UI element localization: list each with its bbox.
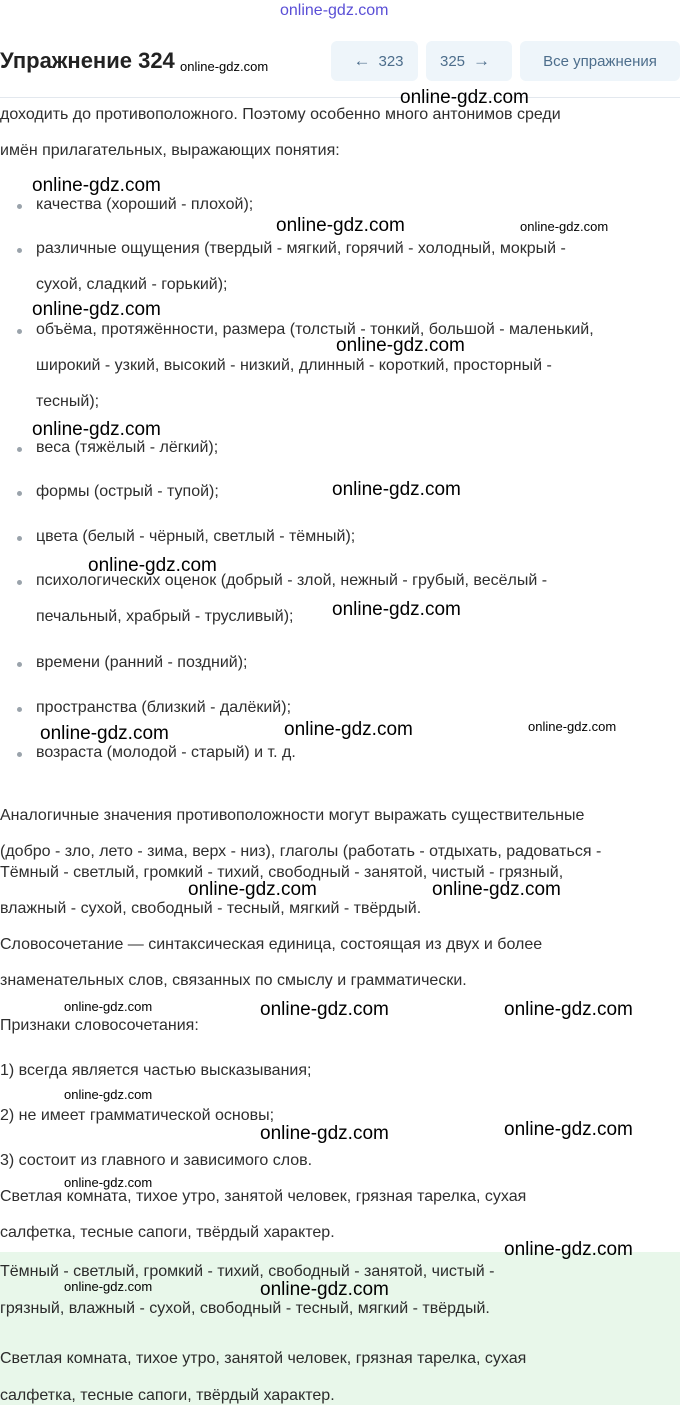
list-item-text: различные ощущения (твердый - мягкий, горячий - холодный, мокрый - [36, 240, 566, 257]
list-item-text: сухой, сладкий - горький); [36, 276, 228, 293]
list-item-text: качества (хороший - плохой); [36, 196, 254, 213]
watermark: online-gdz.com [520, 219, 609, 234]
watermark: online-gdz.com [32, 299, 161, 320]
all-exercises-label: Все упражнения [543, 52, 657, 70]
site-logo[interactable]: online-gdz.com [280, 2, 389, 19]
intro-line: доходить до противоположного. Поэтому особенно много антонимов среди [0, 106, 561, 123]
bullet-dot [17, 329, 22, 334]
watermark: online-gdz.com [332, 599, 461, 620]
watermark: online-gdz.com [260, 1279, 389, 1300]
watermark: online-gdz.com [276, 215, 405, 236]
watermark: online-gdz.com [64, 1279, 153, 1294]
list-item-text: широкий - узкий, высокий - низкий, длинный - короткий, просторный - [36, 357, 552, 374]
page-title: Упражнение 324 [0, 48, 175, 73]
watermark: online-gdz.com [188, 879, 317, 900]
watermark: online-gdz.com [260, 999, 389, 1020]
watermark: online-gdz.com [180, 59, 269, 74]
watermark: online-gdz.com [88, 555, 217, 576]
answer-panel [0, 1252, 680, 1405]
list-item-text: цвета (белый - чёрный, светлый - тёмный); [36, 528, 356, 545]
watermark: online-gdz.com [504, 1119, 633, 1140]
watermark: online-gdz.com [504, 999, 633, 1020]
next-exercise-button[interactable] [426, 41, 512, 81]
watermark: online-gdz.com [40, 723, 169, 744]
exercise-header [0, 40, 680, 84]
prev-exercise-button[interactable] [331, 41, 418, 81]
list-item-text: времени (ранний - поздний); [36, 654, 248, 671]
list-item-text: психологических оценок (добрый - злой, нежный - грубый, весёлый - [36, 572, 548, 589]
intro-line: имён прилагательных, выражающих понятия: [0, 142, 340, 159]
bullet-dot [17, 580, 22, 585]
bullet-dot [17, 752, 22, 757]
paragraph-line: (добро - зло, лето - зима, верх - низ), глаголы (работать - отдыхать, радоваться - [0, 843, 602, 860]
list-item-text: формы (острый - тупой); [36, 483, 219, 500]
paragraph-line: Аналогичные значения противоположности могут выражать существительные [0, 807, 585, 824]
watermark: online-gdz.com [32, 175, 161, 196]
watermark: online-gdz.com [64, 999, 153, 1014]
bullet-dot [17, 707, 22, 712]
bullet-dot [17, 491, 22, 496]
watermark: online-gdz.com [528, 719, 617, 734]
prev-exercise-label: 323 [378, 52, 404, 70]
list-item-text: пространства (близкий - далёкий); [36, 699, 292, 716]
answer-line: салфетка, тесные сапоги, твёрдый характер. [0, 1387, 335, 1404]
features-heading: Признаки словосочетания: [0, 1017, 199, 1034]
watermark: online-gdz.com [336, 335, 465, 356]
all-exercises-button[interactable] [520, 41, 680, 81]
header-divider [0, 97, 680, 98]
watermark: online-gdz.com [284, 719, 413, 740]
bullet-dot [17, 662, 22, 667]
watermark: online-gdz.com [332, 479, 461, 500]
list-item-text: веса (тяжёлый - лёгкий); [36, 439, 219, 456]
bullet-dot [17, 204, 22, 209]
list-item-text: печальный, храбрый - трусливый); [36, 608, 294, 625]
feature-line: 1) всегда является частью высказывания; [0, 1062, 312, 1079]
list-item-text: тесный); [36, 393, 100, 410]
answer-line: Тёмный - светлый, громкий - тихий, свободный - занятой, чистый - [0, 1263, 495, 1280]
example-line: Светлая комната, тихое утро, занятой человек, грязная тарелка, сухая [0, 1188, 527, 1205]
watermark: online-gdz.com [64, 1087, 153, 1102]
definition-line: знаменательных слов, связанных по смыслу и грамматически. [0, 972, 467, 989]
watermark: online-gdz.com [260, 1123, 389, 1144]
definition-line: Словосочетание — синтаксическая единица, состоящая из двух и более [0, 936, 543, 953]
bullet-dot [17, 248, 22, 253]
bullet-dot [17, 447, 22, 452]
watermark: online-gdz.com [504, 1239, 633, 1260]
watermark: online-gdz.com [32, 419, 161, 440]
bullet-dot [17, 536, 22, 541]
watermark: online-gdz.com [400, 87, 529, 108]
example-line: салфетка, тесные сапоги, твёрдый характер. [0, 1224, 335, 1241]
paragraph-line: Тёмный - светлый, громкий - тихий, свободный - занятой, чистый - грязный, [0, 864, 564, 881]
answer-line: Светлая комната, тихое утро, занятой человек, грязная тарелка, сухая [0, 1350, 527, 1367]
answer-line: грязный, влажный - сухой, свободный - тесный, мягкий - твёрдый. [0, 1300, 490, 1317]
arrow-right-icon: → [473, 51, 491, 70]
arrow-left-icon: ← [353, 51, 371, 70]
list-item-text: объёма, протяжённости, размера (толстый - тонкий, большой - маленький, [36, 321, 594, 338]
watermark: online-gdz.com [64, 1175, 153, 1190]
next-exercise-label: 325 [439, 52, 466, 70]
list-item-text: возраста (молодой - старый) и т. д. [36, 744, 296, 761]
watermark: online-gdz.com [432, 879, 561, 900]
paragraph-line: влажный - сухой, свободный - тесный, мягкий - твёрдый. [0, 900, 422, 917]
feature-line: 2) не имеет грамматической основы; [0, 1107, 275, 1124]
feature-line: 3) состоит из главного и зависимого слов. [0, 1152, 313, 1169]
